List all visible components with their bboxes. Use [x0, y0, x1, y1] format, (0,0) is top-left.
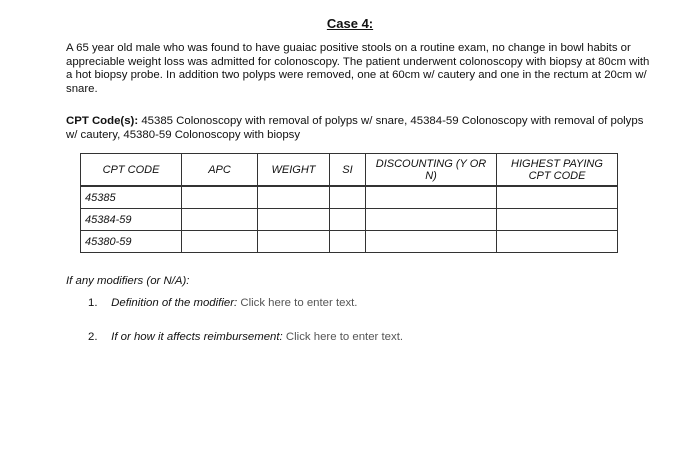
table-header-row	[81, 154, 618, 187]
cpt-codes-label: CPT Code(s):	[66, 115, 139, 127]
cpt-codes-text: 45385 Colonoscopy with removal of polyps w/ snare, 45384-59 Colonoscopy with removal of polyps w/ cautery, 45380-59 Colonoscopy with biopsy	[66, 115, 644, 141]
si-cell[interactable]	[330, 209, 366, 231]
apc-cell[interactable]	[182, 186, 258, 209]
discounting-cell[interactable]	[366, 186, 497, 209]
item-label: If or how it affects reimbursement:	[111, 331, 283, 343]
header-highest-paying: HIGHEST PAYING CPT CODE	[497, 154, 618, 187]
si-cell[interactable]	[330, 231, 366, 253]
header-si: SI	[330, 154, 366, 187]
header-cpt-code: CPT CODE	[81, 154, 182, 187]
header-weight: WEIGHT	[258, 154, 330, 187]
discounting-cell[interactable]	[366, 231, 497, 253]
item-number: 1.	[88, 297, 98, 309]
weight-cell[interactable]	[258, 209, 330, 231]
highest-paying-cell[interactable]	[497, 231, 618, 253]
header-discounting: DISCOUNTING (Y OR N)	[366, 154, 497, 187]
item-number: 2.	[88, 331, 98, 343]
cpt-code-cell: 45384-59	[81, 209, 182, 231]
reimbursement-effect-field[interactable]: Click here to enter text.	[285, 331, 404, 343]
weight-cell[interactable]	[258, 186, 330, 209]
coding-table	[80, 153, 618, 253]
modifier-definition-item	[88, 297, 357, 309]
cpt-code-cell: 45380-59	[81, 231, 182, 253]
case-description: A 65 year old male who was found to have guaiac positive stools on a routine exam, no change in bowl habits or appreciable weight loss was admitted for colonoscopy. The patient underwent colonoscopy with biopsy at 80cm with a hot biopsy probe. In addition two polyps were removed, one at 60cm w/ cautery and one in the rectum at 20cm w/ snare.	[66, 42, 650, 95]
modifier-definition-field[interactable]: Click here to enter text.	[240, 297, 358, 309]
highest-paying-cell[interactable]	[497, 209, 618, 231]
header-apc: APC	[182, 154, 258, 187]
reimbursement-effect-item	[88, 331, 403, 343]
si-cell[interactable]	[330, 186, 366, 209]
apc-cell[interactable]	[182, 231, 258, 253]
weight-cell[interactable]	[258, 231, 330, 253]
cpt-codes-paragraph	[66, 115, 650, 142]
table-row	[81, 186, 618, 209]
modifiers-heading: If any modifiers (or N/A):	[66, 275, 190, 287]
table-row	[81, 209, 618, 231]
case-title: Case 4:	[326, 16, 374, 31]
cpt-code-cell: 45385	[81, 186, 182, 209]
apc-cell[interactable]	[182, 209, 258, 231]
item-label: Definition of the modifier:	[111, 297, 238, 309]
table-row	[81, 231, 618, 253]
highest-paying-cell[interactable]	[497, 186, 618, 209]
discounting-cell[interactable]	[366, 209, 497, 231]
